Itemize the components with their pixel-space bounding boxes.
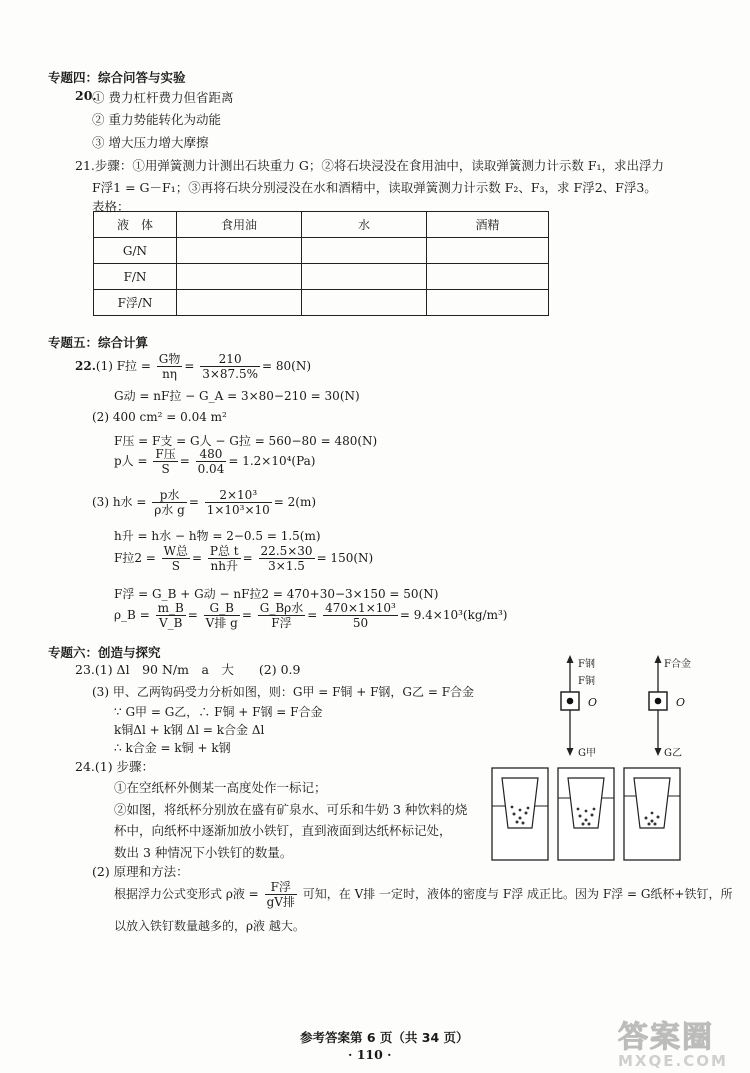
fraction: $\frac{G\_B}{\text{V排 g}}$ bbox=[205, 601, 238, 630]
watermark-logo-text: 答案圈 bbox=[618, 1020, 714, 1055]
table-header-row bbox=[94, 212, 549, 238]
beaker-1 bbox=[492, 768, 548, 860]
fraction: $\frac{\text{G物}}{n\eta}$ bbox=[158, 352, 181, 381]
q21-table bbox=[93, 211, 549, 316]
force-label: G乙 bbox=[664, 748, 682, 759]
table-row-label: G/N bbox=[94, 238, 177, 264]
section4-title: 专题四：综合问答与实验 bbox=[48, 70, 186, 85]
force-label: F合金 bbox=[664, 659, 691, 670]
q22-part3-height: (3) h水 = $\frac{\text{p水}}{\text{ρ水 g}}$ = $\frac{\text{2×10³}}{\text{1×10³×10}}$ = 2(m) bbox=[92, 488, 317, 517]
watermark-site: MXQE.COM bbox=[618, 1052, 728, 1070]
table-row bbox=[94, 264, 549, 290]
fraction: $\frac{\text{F压}}{S}$ bbox=[155, 447, 176, 476]
q24-principle-line-2: 以放入铁钉数量越多的，ρ液 越大。 bbox=[114, 919, 305, 933]
q20-item-2: ② 重力势能转化为动能 bbox=[92, 112, 221, 127]
q24-principle-line: 根据浮力公式变形式 ρ液 = $\frac{\text{F浮}}{\text{gV排}}$ 可知，在 V排 一定时，液体的密度与 F浮 成正比。因为 F浮 = G纸杯+铁钉，所 bbox=[114, 880, 733, 909]
watermark-logo bbox=[618, 1012, 746, 1070]
beaker-illustration bbox=[490, 766, 712, 864]
q22-part2-pressure: p人 = $\frac{\text{F压}}{S}$ = $\frac{480}{0.04}$ = 1.2×10⁴(Pa) bbox=[114, 447, 316, 476]
table-row bbox=[94, 238, 549, 264]
page-number: · 110 · bbox=[348, 1047, 392, 1062]
point-label: O bbox=[676, 696, 686, 709]
table-row-label: F/N bbox=[94, 264, 177, 290]
fraction: $\frac{22.5\times 30}{3\times 1.5}$ bbox=[260, 544, 313, 573]
beaker-3 bbox=[624, 768, 680, 860]
q24-line-1: 24.(1) 步骤： bbox=[75, 759, 155, 774]
force-diagram-jia bbox=[548, 652, 618, 762]
q20-number: 20. bbox=[75, 88, 97, 103]
fraction: $\frac{\text{p水}}{\text{ρ水 g}}$ bbox=[154, 488, 185, 517]
q23-line-1: 23.(1) Δl 90 N/m a 大 (2) 0.9 bbox=[75, 662, 301, 677]
force-label: F铜 bbox=[578, 676, 595, 687]
fraction: $\frac{\text{2×10³}}{\text{1×10³×10}}$ bbox=[206, 488, 270, 517]
table-header-cell: 酒精 bbox=[427, 212, 549, 238]
q21-table-label: 表格： bbox=[92, 199, 130, 214]
q22-line-6: h升 = h水 − h物 = 2−0.5 = 1.5(m) bbox=[114, 529, 321, 543]
table-header-cell: 水 bbox=[302, 212, 427, 238]
table-header-cell: 食用油 bbox=[177, 212, 302, 238]
section6-title: 专题六：创造与探究 bbox=[48, 645, 161, 660]
q21-line-2: F浮1 = G－F₁；③再将石块分别浸没在水和酒精中，读取弹簧测力计示数 F₂、F₃，求 F浮2、F浮3。 bbox=[92, 180, 657, 195]
beaker-2 bbox=[558, 768, 614, 860]
q24-line-3: ②如图，将纸杯分别放在盛有矿泉水、可乐和牛奶 3 种饮料的烧 bbox=[114, 802, 468, 817]
q22-part1: 22.(1) F拉 = $\frac{\text{G物}}{n\eta}$ = $\frac{210}{3\times 87.5\%}$ = 80(N) bbox=[75, 352, 312, 381]
table-row bbox=[94, 290, 549, 316]
table-header-cell: 液 体 bbox=[94, 212, 177, 238]
fraction: $\frac{\text{P总 t}}{\text{nh升}}$ bbox=[209, 544, 239, 573]
q22-line-4: F压 = F支 = G人 − G拉 = 560−80 = 480(N) bbox=[114, 434, 378, 448]
q22-part3-force: F拉2 = $\frac{\text{W总}}{S}$ = $\frac{\text{P总 t}}{\text{nh升}}$ = $\frac{22.5\times 30}{3\times 1.5}$ = 150(N) bbox=[114, 544, 374, 573]
fraction: $\frac{\text{470×1×10³}}{50}$ bbox=[325, 601, 396, 630]
q21-line-1: 21.步骤：①用弹簧测力计测出石块重力 G；②将石块浸没在食用油中，读取弹簧测力计示数 F₁，求出浮力 bbox=[75, 158, 664, 173]
q24-part2-title: (2) 原理和方法： bbox=[92, 864, 189, 879]
fraction: $\frac{m\_B}{V\_B}$ bbox=[157, 601, 184, 630]
q24-line-4: 杯中，向纸杯中逐渐加放小铁钉，直到液面到达纸杯标记处， bbox=[114, 823, 452, 838]
force-label: F钢 bbox=[578, 659, 595, 670]
fraction: $\frac{480}{0.04}$ bbox=[197, 447, 225, 476]
fraction: $\frac{\text{W总}}{S}$ bbox=[163, 544, 189, 573]
page-label: 参考答案第 6 页（共 34 页） bbox=[300, 1030, 469, 1045]
q23-line-5: ∴ k合金 = k铜 + k钢 bbox=[114, 741, 231, 755]
q22-line-8: F浮 = G_B + G动 − nF拉2 = 470+30−3×150 = 50(N) bbox=[114, 587, 439, 601]
fraction: $\frac{210}{3\times 87.5\%}$ bbox=[202, 352, 259, 381]
fraction: $\frac{\text{F浮}}{\text{gV排}}$ bbox=[266, 880, 295, 909]
force-diagram-yi bbox=[628, 652, 708, 762]
point-label: O bbox=[588, 696, 598, 709]
q24-line-5: 数出 3 种情况下小铁钉的数量。 bbox=[114, 845, 293, 860]
force-label: G甲 bbox=[578, 748, 596, 759]
q23-line-4: k铜Δl + k钢 Δl = k合金 Δl bbox=[114, 723, 265, 737]
q22-part3-density: ρ_B = $\frac{m\_B}{V\_B}$ = $\frac{G\_B}{\text{V排 g}}$ = $\frac{\text{G\_Bρ水}}{\text{F浮}}$ = $\frac{\text{470×1×10³}}{50}$ = 9.4×10³(kg/m³) bbox=[114, 601, 508, 630]
q22-line-3: (2) 400 cm² = 0.04 m² bbox=[92, 410, 227, 424]
q22-line-2: G动 = nF拉 − G_A = 3×80−210 = 30(N) bbox=[114, 389, 360, 403]
table-row-label: F浮/N bbox=[94, 290, 177, 316]
q23-line-3: ∵ G甲 = G乙，∴ F铜 + F钢 = F合金 bbox=[114, 705, 323, 719]
fraction: $\frac{\text{G\_Bρ水}}{\text{F浮}}$ bbox=[259, 601, 304, 630]
section5-title: 专题五：综合计算 bbox=[48, 335, 149, 350]
q23-line-2: (3) 甲、乙两钩码受力分析如图，则：G甲 = F铜 + F钢，G乙 = F合金 bbox=[92, 685, 475, 699]
q20-item-1: ① 费力杠杆费力但省距离 bbox=[92, 90, 234, 105]
q24-line-2: ①在空纸杯外侧某一高度处作一标记； bbox=[114, 780, 327, 795]
q20-item-3: ③ 增大压力增大摩擦 bbox=[92, 135, 209, 150]
